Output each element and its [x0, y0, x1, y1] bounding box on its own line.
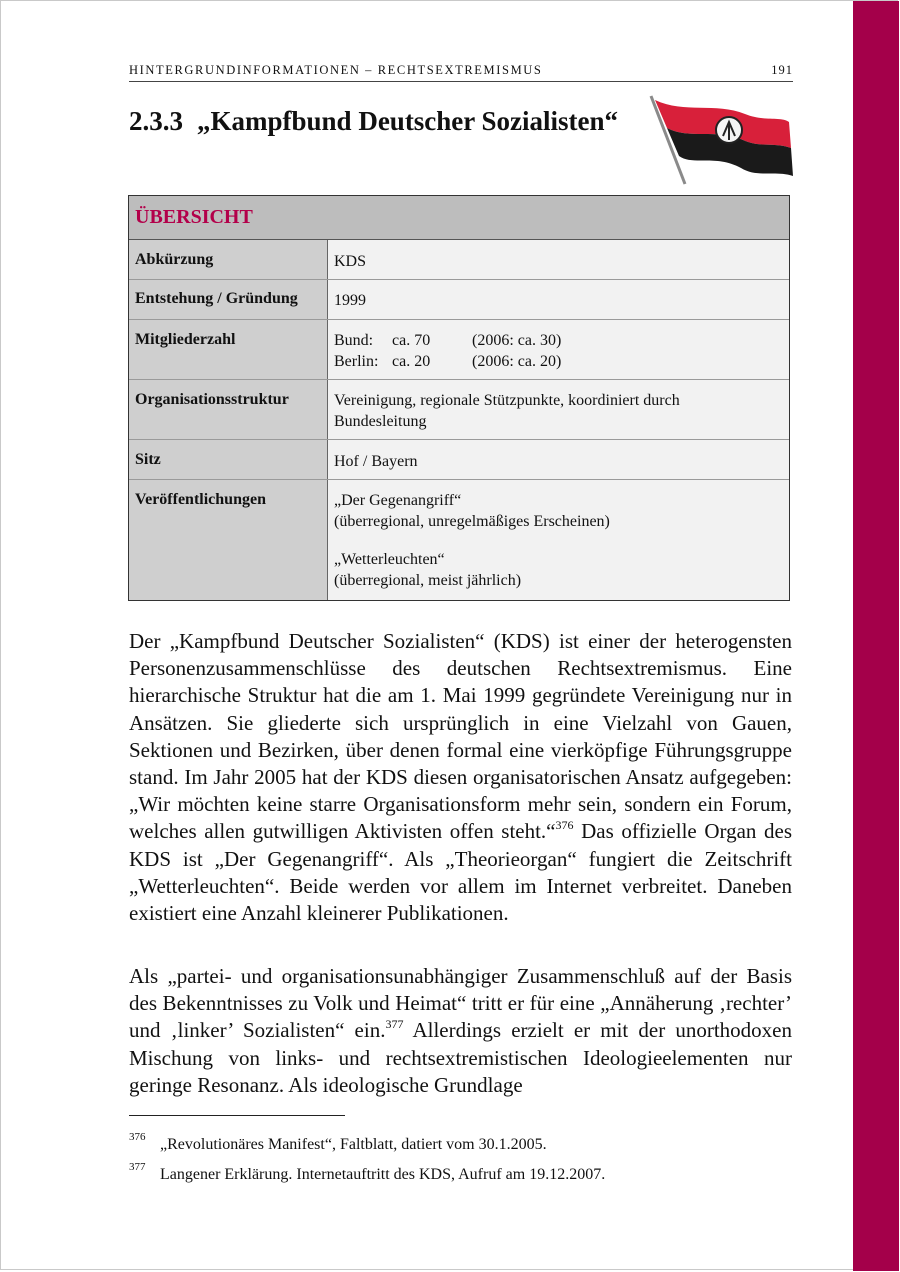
body-paragraph-1 — [129, 628, 792, 927]
value-mitglieder — [334, 330, 561, 372]
paragraph-1-text-b: Das offizielle Organ des KDS ist „Der Gegenangriff“. Als „Theorieorgan“ fungiert die Zeitschrift „Wetterleuchten“. Beide werden vor allem im Internet verbreitet. Daneben existiert eine Anzahl kleinerer Publikationen. — [129, 819, 792, 926]
member-row-berlin — [334, 351, 561, 372]
member-berlin-value: ca. 20 — [392, 353, 431, 370]
value-gruendung: 1999 — [334, 292, 366, 309]
value-struktur — [334, 390, 680, 432]
overview-table — [128, 195, 790, 601]
label-publikationen: Veröffentlichungen — [135, 491, 266, 508]
section-number: 2.3.3 — [129, 106, 183, 136]
footnote-number: 376 — [129, 1131, 146, 1143]
kds-flag-icon — [645, 92, 795, 187]
section-heading — [129, 106, 618, 137]
label-sitz: Sitz — [135, 451, 161, 468]
running-header — [129, 62, 793, 82]
row-divider — [129, 379, 789, 380]
publication-1-note: (überregional, unregelmäßiges Erscheinen) — [334, 513, 610, 530]
member-berlin-label: Berlin: — [334, 353, 379, 370]
label-gruendung: Entstehung / Gründung — [135, 290, 298, 307]
paragraph-2-text-b: Allerdings erzielt er mit der unorthodoxen Mischung von links- und rechtsextremistischen Ideologieelementen nur geringe Resonanz. Als ideologische Grundlage — [129, 1018, 792, 1097]
member-berlin-prev: (2006: ca. 20) — [472, 353, 562, 370]
overview-header — [129, 196, 789, 240]
value-publikationen — [334, 490, 610, 591]
side-color-stripe — [853, 1, 899, 1271]
running-title: HINTERGRUNDINFORMATIONEN – RECHTSEXTREMISMUS — [129, 63, 543, 77]
member-row-bund — [334, 330, 561, 351]
section-title: „Kampfbund Deutscher Sozialisten“ — [197, 106, 619, 136]
label-struktur: Organisationsstruktur — [135, 391, 289, 408]
footnote-number: 377 — [129, 1161, 146, 1173]
footnote-ref-377: 377 — [385, 1017, 404, 1032]
member-bund-value: ca. 70 — [392, 332, 431, 349]
row-divider — [129, 479, 789, 480]
row-divider — [129, 319, 789, 320]
page-number: 191 — [771, 63, 793, 77]
value-abkuerzung: KDS — [334, 253, 367, 270]
struktur-line-2: Bundesleitung — [334, 413, 427, 430]
label-mitglieder: Mitgliederzahl — [135, 331, 236, 348]
footnote-ref-376: 376 — [555, 818, 574, 833]
overview-heading: ÜBERSICHT — [135, 206, 253, 228]
row-divider — [129, 279, 789, 280]
member-bund-prev: (2006: ca. 30) — [472, 332, 562, 349]
footnote-text: „Revolutionäres Manifest“, Faltblatt, datiert vom 30.1.2005. — [160, 1136, 547, 1153]
publication-2-title: „Wetterleuchten“ — [334, 551, 445, 568]
paragraph-2-text-a: Als „partei- und organisationsunabhängiger Zusammenschluß auf der Basis des Bekenntnisses zu Volk und Heimat“ tritt er für eine „Annäherung ‚rechter’ und ‚linker’ Sozialisten“ ein. — [129, 964, 792, 1043]
footnote-rule — [129, 1115, 345, 1116]
body-paragraph-2 — [129, 963, 792, 1099]
publication-2-note: (überregional, meist jährlich) — [334, 572, 522, 589]
struktur-line-1: Vereinigung, regionale Stützpunkte, koordiniert durch — [334, 392, 680, 409]
publication-1-title: „Der Gegenangriff“ — [334, 492, 462, 509]
paragraph-1-text-a: Der „Kampfbund Deutscher Sozialisten“ (KDS) ist einer der heterogensten Personenzusammenschlüsse des deutschen Rechtsextremismus. Eine hierarchische Struktur hat die am 1. Mai 1999 gegründete Vereinigung nur in Ansätzen. Sie gliederte sich ursprünglich in eine Vielzahl von Gauen, Sektionen und Bezirken, über denen formal eine vierköpfige Führungsgruppe stand. Im Jahr 2005 hat der KDS diesen organisatorischen Ansatz aufgegeben: „Wir möchten keine starre Organisationsform mehr sein, sondern ein Forum, welches allen gutwilligen Aktivisten offen steht.“ — [129, 629, 792, 844]
row-divider — [129, 439, 789, 440]
label-abkuerzung: Abkürzung — [135, 251, 214, 268]
member-bund-label: Bund: — [334, 332, 374, 349]
footnote-text: Langener Erklärung. Internetauftritt des KDS, Aufruf am 19.12.2007. — [160, 1166, 606, 1183]
value-sitz: Hof / Bayern — [334, 453, 418, 470]
